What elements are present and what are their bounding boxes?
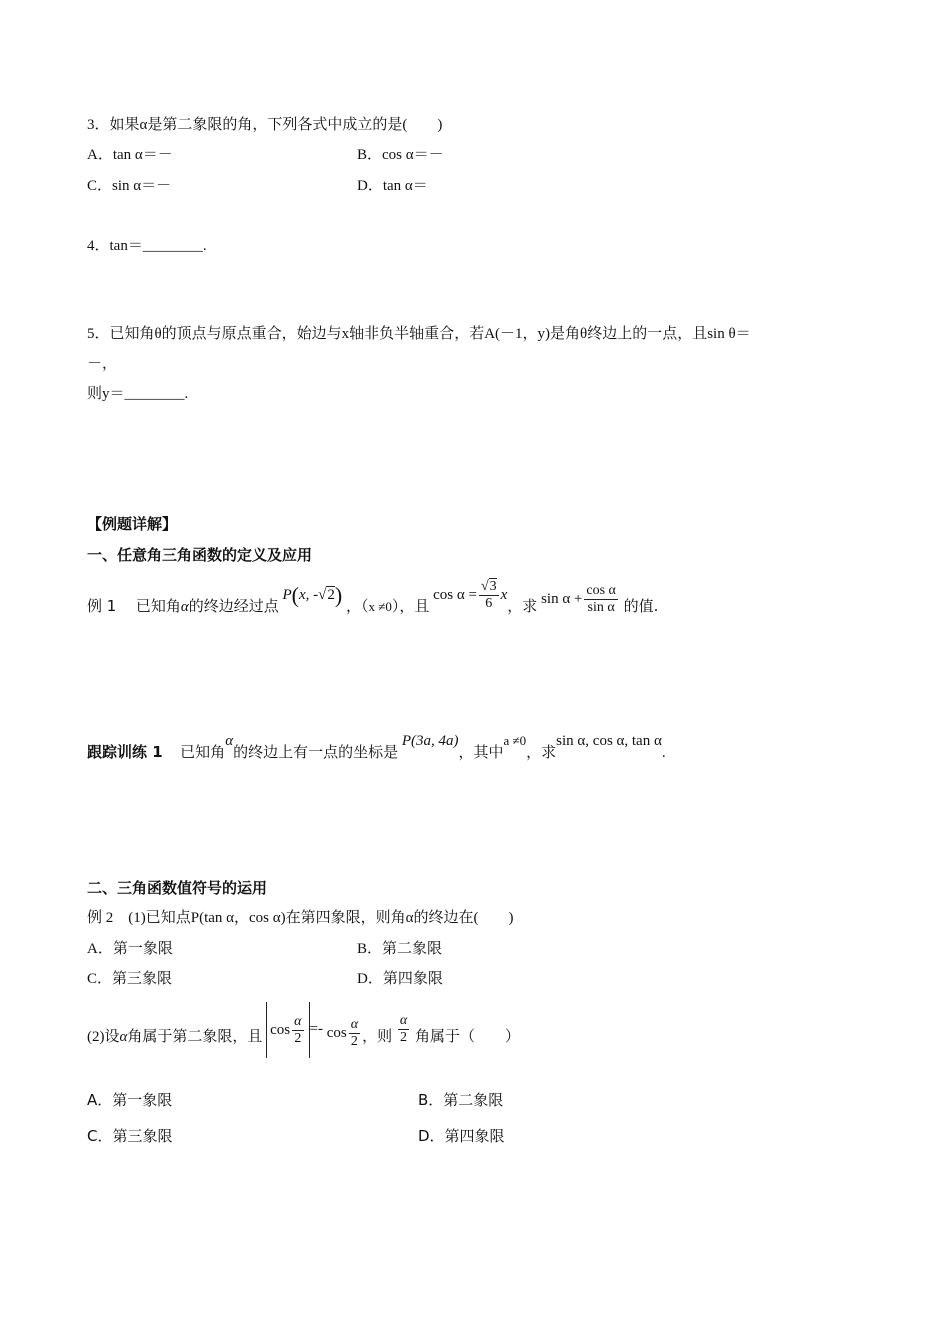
- ex2-q2-option-a: A．第一象限: [87, 1091, 173, 1109]
- q2-text-3: ，则: [362, 1027, 393, 1045]
- part1-title: 一、任意角三角函数的定义及应用: [87, 546, 313, 564]
- q2-text-4: 角属于（ ）: [414, 1027, 520, 1045]
- q3-option-a: A．tan α＝－: [87, 147, 173, 163]
- track-1-text-4: ，求: [526, 743, 557, 761]
- track-1-text-1: 已知角: [180, 743, 226, 761]
- q2-text-2: 角属于第二象限，且: [127, 1027, 263, 1045]
- example-1: [87, 579, 659, 628]
- q5-line3: 则y＝________.: [87, 386, 189, 402]
- ex2-q1-option-c: C．第三象限: [87, 971, 173, 987]
- part2-title: 二、三角函数值符号的运用: [87, 879, 268, 897]
- target-functions: sin α, cos α, tan α: [556, 733, 662, 749]
- track-1-text-3: ，其中: [458, 743, 504, 761]
- condition-x: x ≠0: [368, 599, 392, 614]
- half-alpha: $\frac{\alpha}{2}$: [399, 1013, 408, 1046]
- abs-cos-half-alpha: cos $\frac{\alpha}{2}$: [266, 1002, 309, 1058]
- q5-line1: 5．已知角θ的顶点与原点重合，始边与x轴非负半轴重合，若A(－1，y)是角θ终边上的一点，且sin θ＝: [87, 326, 751, 342]
- track-1-text-5: .: [661, 745, 666, 761]
- point-p-3a-4a: P(3a, 4a): [401, 733, 459, 749]
- ex2-q2-option-b: B．第二象限: [418, 1091, 504, 1109]
- example-1-text-3: ，（: [345, 599, 369, 615]
- example-1-text-6: 的值.: [623, 597, 659, 615]
- track-1-text-2: 的终边上有一点的坐标是: [233, 743, 399, 761]
- ex2-q1-option-a: A．第一象限: [87, 941, 173, 957]
- alpha-symbol: α: [180, 599, 189, 615]
- q3-option-b: B．cos α＝－: [357, 147, 444, 163]
- track-1: [87, 732, 666, 773]
- target-expression: sin α + $\frac{\text{cos α}}{\text{sin α}}$: [541, 583, 616, 616]
- q4-text: 4．tan＝________.: [87, 238, 207, 254]
- example-2-q1: 例 2 (1)已知点P(tan α，cos α)在第四象限，则角α的终边在( ): [87, 910, 514, 926]
- cos-alpha-equation: cos α = $\frac{√3}{6}$ x: [433, 579, 508, 612]
- q3-option-d: D．tan α＝: [357, 178, 428, 194]
- ex2-q1-option-b: B．第二象限: [357, 941, 443, 957]
- ex2-q2-option-d: D．第四象限: [418, 1127, 505, 1145]
- q5-line2: －，: [87, 356, 118, 372]
- alpha-symbol: α: [225, 733, 234, 749]
- equals-minus: =-: [309, 1021, 323, 1037]
- section-title: 【例题详解】: [87, 515, 178, 533]
- cos-half-alpha: cos $\frac{\alpha}{2}$: [326, 1017, 359, 1050]
- q2-text-1: (2)设: [87, 1029, 120, 1045]
- example-1-text-5: ，求: [507, 597, 538, 615]
- example-1-text-1: 已知角: [135, 597, 181, 615]
- example-2-q2: [87, 1008, 520, 1066]
- q3-option-c: C．sin α＝－: [87, 178, 172, 194]
- ex2-q1-option-d: D．第四象限: [357, 971, 443, 987]
- condition-a: a ≠0: [503, 733, 527, 748]
- example-1-label: 例 1: [87, 597, 117, 615]
- q3-stem: 3．如果α是第二象限的角，下列各式中成立的是( ): [87, 117, 443, 133]
- alpha-symbol: α: [119, 1029, 128, 1045]
- track-1-label: 跟踪训练 1: [87, 743, 163, 761]
- example-1-text-4: ），且: [391, 597, 430, 615]
- example-1-text-2: 的终边经过点: [188, 597, 279, 615]
- ex2-q2-option-c: C．第三象限: [87, 1127, 173, 1145]
- point-p: P(x, -√2): [282, 582, 343, 608]
